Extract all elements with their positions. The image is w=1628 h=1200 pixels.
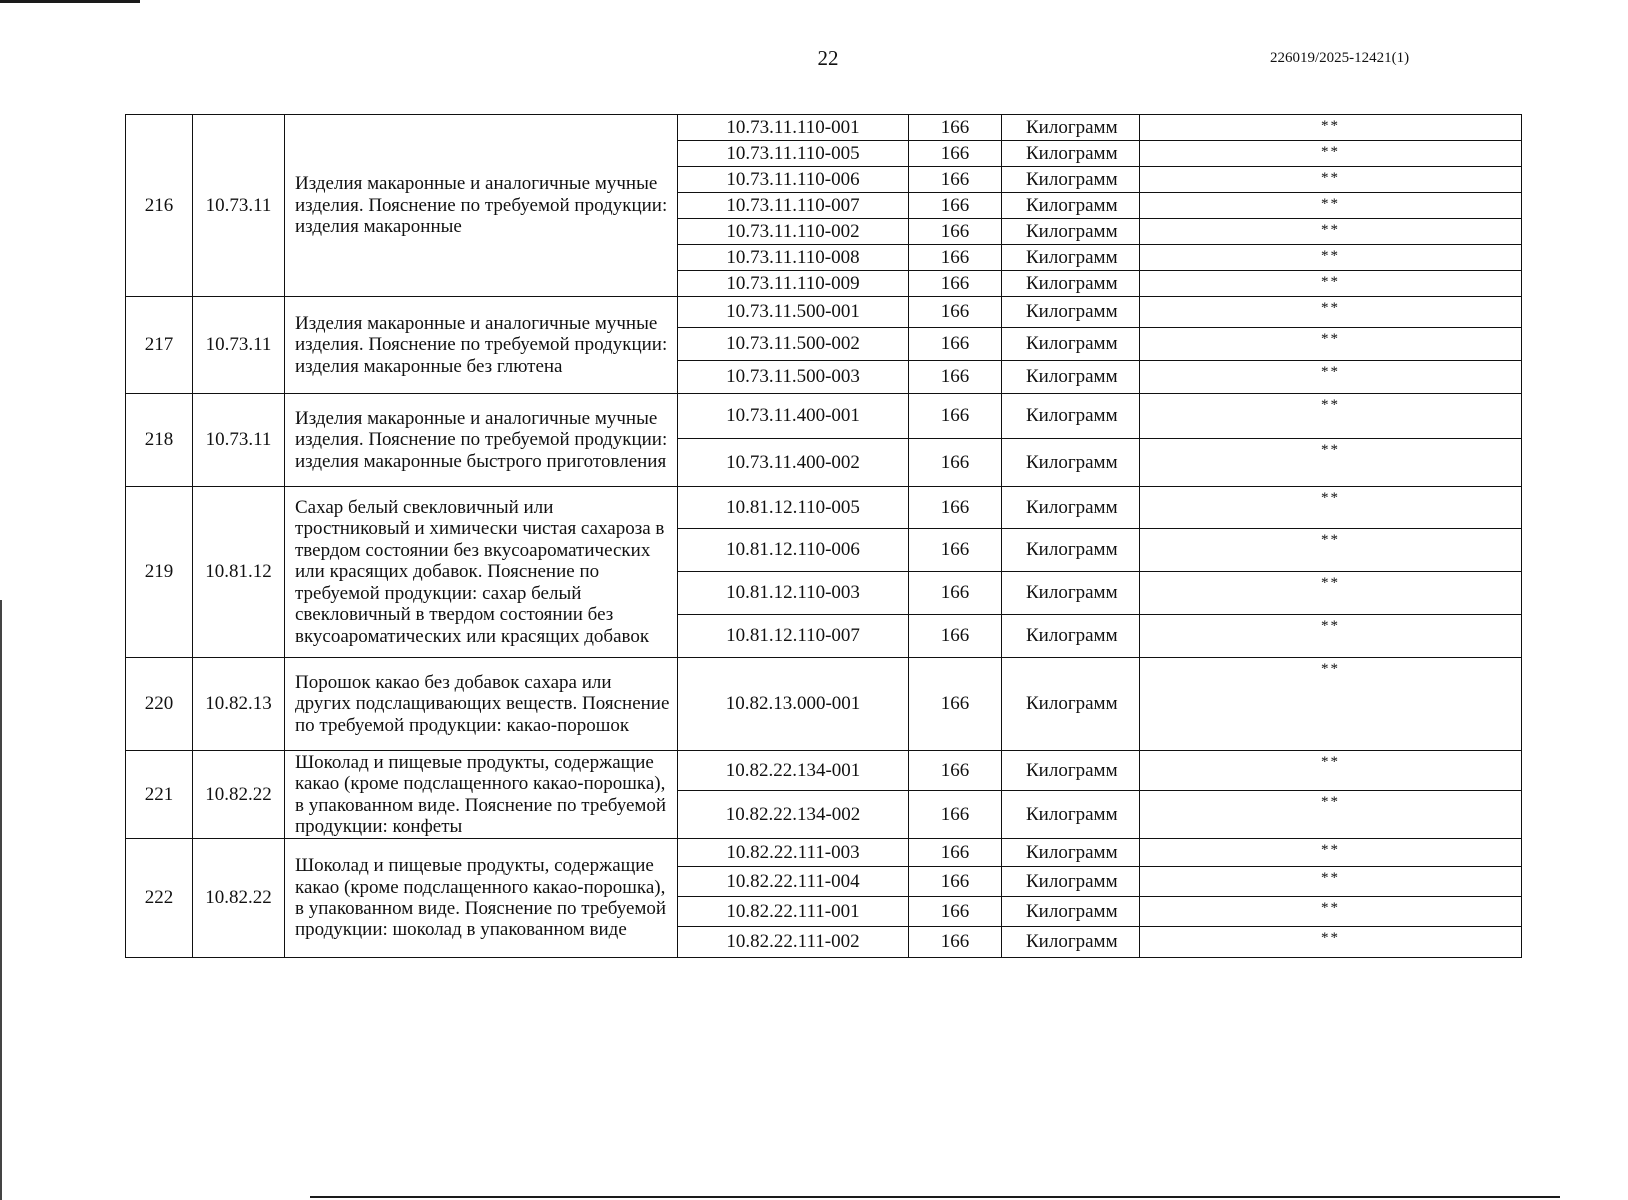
description-cell: Шоколад и пищевые продукты, содержащие какао (кроме подслащенного какао-порошка), в упакованном виде. Пояснение по требуемой продукции: конфеты xyxy=(285,751,678,839)
unit-name-cell: Килограмм xyxy=(1002,927,1140,958)
position-code-cell: 10.81.12.110-003 xyxy=(678,572,909,615)
price-cell: ** xyxy=(1140,927,1522,958)
unit-name-cell: Килограмм xyxy=(1002,361,1140,394)
okpd-code-cell: 10.81.12 xyxy=(193,487,285,658)
unit-name-cell: Килограмм xyxy=(1002,867,1140,897)
table-row xyxy=(126,394,1522,439)
unit-name-cell: Килограмм xyxy=(1002,328,1140,361)
unit-code-cell: 166 xyxy=(909,271,1002,297)
unit-name-cell: Килограмм xyxy=(1002,193,1140,219)
row-number-cell: 216 xyxy=(126,115,193,297)
unit-code-cell: 166 xyxy=(909,867,1002,897)
position-code-cell: 10.73.11.500-001 xyxy=(678,297,909,328)
unit-code-cell: 166 xyxy=(909,193,1002,219)
price-cell: ** xyxy=(1140,572,1522,615)
price-cell: ** xyxy=(1140,271,1522,297)
price-cell: ** xyxy=(1140,219,1522,245)
unit-code-cell: 166 xyxy=(909,439,1002,487)
unit-name-cell: Килограмм xyxy=(1002,791,1140,839)
position-code-cell: 10.81.12.110-007 xyxy=(678,615,909,658)
position-code-cell: 10.73.11.110-007 xyxy=(678,193,909,219)
unit-name-cell: Килограмм xyxy=(1002,897,1140,927)
products-table xyxy=(125,114,1522,958)
position-code-cell: 10.73.11.110-002 xyxy=(678,219,909,245)
price-cell: ** xyxy=(1140,141,1522,167)
okpd-code-cell: 10.82.22 xyxy=(193,751,285,839)
unit-code-cell: 166 xyxy=(909,361,1002,394)
okpd-code-cell: 10.82.13 xyxy=(193,658,285,751)
position-code-cell: 10.73.11.110-008 xyxy=(678,245,909,271)
document-id: 226019/2025-12421(1) xyxy=(1270,50,1410,66)
row-number-cell: 221 xyxy=(126,751,193,839)
unit-name-cell: Килограмм xyxy=(1002,487,1140,529)
price-cell: ** xyxy=(1140,328,1522,361)
unit-code-cell: 166 xyxy=(909,529,1002,572)
position-code-cell: 10.82.22.111-004 xyxy=(678,867,909,897)
scan-edge-shadow xyxy=(0,600,2,1200)
unit-code-cell: 166 xyxy=(909,167,1002,193)
table-body xyxy=(126,115,1522,958)
price-cell: ** xyxy=(1140,615,1522,658)
unit-name-cell: Килограмм xyxy=(1002,751,1140,791)
position-code-cell: 10.73.11.110-006 xyxy=(678,167,909,193)
price-cell: ** xyxy=(1140,791,1522,839)
position-code-cell: 10.82.13.000-001 xyxy=(678,658,909,751)
price-cell: ** xyxy=(1140,439,1522,487)
price-cell: ** xyxy=(1140,297,1522,328)
unit-name-cell: Килограмм xyxy=(1002,529,1140,572)
position-code-cell: 10.82.22.111-001 xyxy=(678,897,909,927)
price-cell: ** xyxy=(1140,487,1522,529)
okpd-code-cell: 10.73.11 xyxy=(193,115,285,297)
unit-code-cell: 166 xyxy=(909,245,1002,271)
price-cell: ** xyxy=(1140,245,1522,271)
position-code-cell: 10.73.11.400-002 xyxy=(678,439,909,487)
unit-name-cell: Килограмм xyxy=(1002,839,1140,867)
row-number-cell: 220 xyxy=(126,658,193,751)
unit-code-cell: 166 xyxy=(909,297,1002,328)
description-cell: Порошок какао без добавок сахара или других подслащивающих веществ. Пояснение по требуемой продукции: какао-порошок xyxy=(285,658,678,751)
position-code-cell: 10.82.22.111-003 xyxy=(678,839,909,867)
unit-code-cell: 166 xyxy=(909,615,1002,658)
unit-code-cell: 166 xyxy=(909,751,1002,791)
unit-code-cell: 166 xyxy=(909,487,1002,529)
position-code-cell: 10.73.11.500-002 xyxy=(678,328,909,361)
position-code-cell: 10.73.11.400-001 xyxy=(678,394,909,439)
unit-code-cell: 166 xyxy=(909,839,1002,867)
description-cell: Изделия макаронные и аналогичные мучные изделия. Пояснение по требуемой продукции: изделия макаронные быстрого приготовления xyxy=(285,394,678,487)
unit-code-cell: 166 xyxy=(909,219,1002,245)
table-row xyxy=(126,751,1522,791)
okpd-code-cell: 10.82.22 xyxy=(193,839,285,958)
price-cell: ** xyxy=(1140,529,1522,572)
position-code-cell: 10.82.22.111-002 xyxy=(678,927,909,958)
row-number-cell: 218 xyxy=(126,394,193,487)
unit-code-cell: 166 xyxy=(909,328,1002,361)
price-cell: ** xyxy=(1140,361,1522,394)
unit-code-cell: 166 xyxy=(909,572,1002,615)
unit-code-cell: 166 xyxy=(909,791,1002,839)
page-number: 22 xyxy=(817,46,839,70)
price-cell: ** xyxy=(1140,658,1522,751)
position-code-cell: 10.81.12.110-005 xyxy=(678,487,909,529)
unit-code-cell: 166 xyxy=(909,394,1002,439)
price-cell: ** xyxy=(1140,839,1522,867)
description-cell: Изделия макаронные и аналогичные мучные изделия. Пояснение по требуемой продукции: изделия макаронные без глютена xyxy=(285,297,678,394)
price-cell: ** xyxy=(1140,167,1522,193)
price-cell: ** xyxy=(1140,115,1522,141)
unit-name-cell: Килограмм xyxy=(1002,167,1140,193)
unit-code-cell: 166 xyxy=(909,897,1002,927)
position-code-cell: 10.73.11.110-005 xyxy=(678,141,909,167)
okpd-code-cell: 10.73.11 xyxy=(193,394,285,487)
unit-name-cell: Килограмм xyxy=(1002,572,1140,615)
unit-name-cell: Килограмм xyxy=(1002,658,1140,751)
unit-code-cell: 166 xyxy=(909,658,1002,751)
unit-name-cell: Килограмм xyxy=(1002,115,1140,141)
unit-name-cell: Килограмм xyxy=(1002,245,1140,271)
unit-name-cell: Килограмм xyxy=(1002,271,1140,297)
price-cell: ** xyxy=(1140,867,1522,897)
row-number-cell: 222 xyxy=(126,839,193,958)
scan-edge-mark xyxy=(0,0,140,3)
table-row xyxy=(126,658,1522,751)
table-row xyxy=(126,297,1522,328)
scan-bottom-line xyxy=(310,1196,1560,1198)
unit-code-cell: 166 xyxy=(909,141,1002,167)
table-row xyxy=(126,115,1522,141)
description-cell: Изделия макаронные и аналогичные мучные изделия. Пояснение по требуемой продукции: изделия макаронные xyxy=(285,115,678,297)
unit-name-cell: Килограмм xyxy=(1002,219,1140,245)
position-code-cell: 10.73.11.110-009 xyxy=(678,271,909,297)
row-number-cell: 219 xyxy=(126,487,193,658)
price-cell: ** xyxy=(1140,751,1522,791)
unit-name-cell: Килограмм xyxy=(1002,439,1140,487)
row-number-cell: 217 xyxy=(126,297,193,394)
position-code-cell: 10.81.12.110-006 xyxy=(678,529,909,572)
unit-name-cell: Килограмм xyxy=(1002,615,1140,658)
price-cell: ** xyxy=(1140,193,1522,219)
table-row xyxy=(126,487,1522,529)
description-cell: Сахар белый свекловичный или тростниковый и химически чистая сахароза в твердом состоянии без вкусоароматических или красящих добавок. Пояснение по требуемой продукции: сахар белый свекловичный в твердом состоянии без вкусоароматических или красящих добавок xyxy=(285,487,678,658)
unit-name-cell: Килограмм xyxy=(1002,394,1140,439)
table-row xyxy=(126,839,1522,867)
price-cell: ** xyxy=(1140,394,1522,439)
price-cell: ** xyxy=(1140,897,1522,927)
okpd-code-cell: 10.73.11 xyxy=(193,297,285,394)
position-code-cell: 10.73.11.110-001 xyxy=(678,115,909,141)
unit-code-cell: 166 xyxy=(909,927,1002,958)
position-code-cell: 10.82.22.134-001 xyxy=(678,751,909,791)
unit-name-cell: Килограмм xyxy=(1002,141,1140,167)
position-code-cell: 10.82.22.134-002 xyxy=(678,791,909,839)
position-code-cell: 10.73.11.500-003 xyxy=(678,361,909,394)
unit-code-cell: 166 xyxy=(909,115,1002,141)
description-cell: Шоколад и пищевые продукты, содержащие какао (кроме подслащенного какао-порошка), в упакованном виде. Пояснение по требуемой продукции: шоколад в упакованном виде xyxy=(285,839,678,958)
unit-name-cell: Килограмм xyxy=(1002,297,1140,328)
